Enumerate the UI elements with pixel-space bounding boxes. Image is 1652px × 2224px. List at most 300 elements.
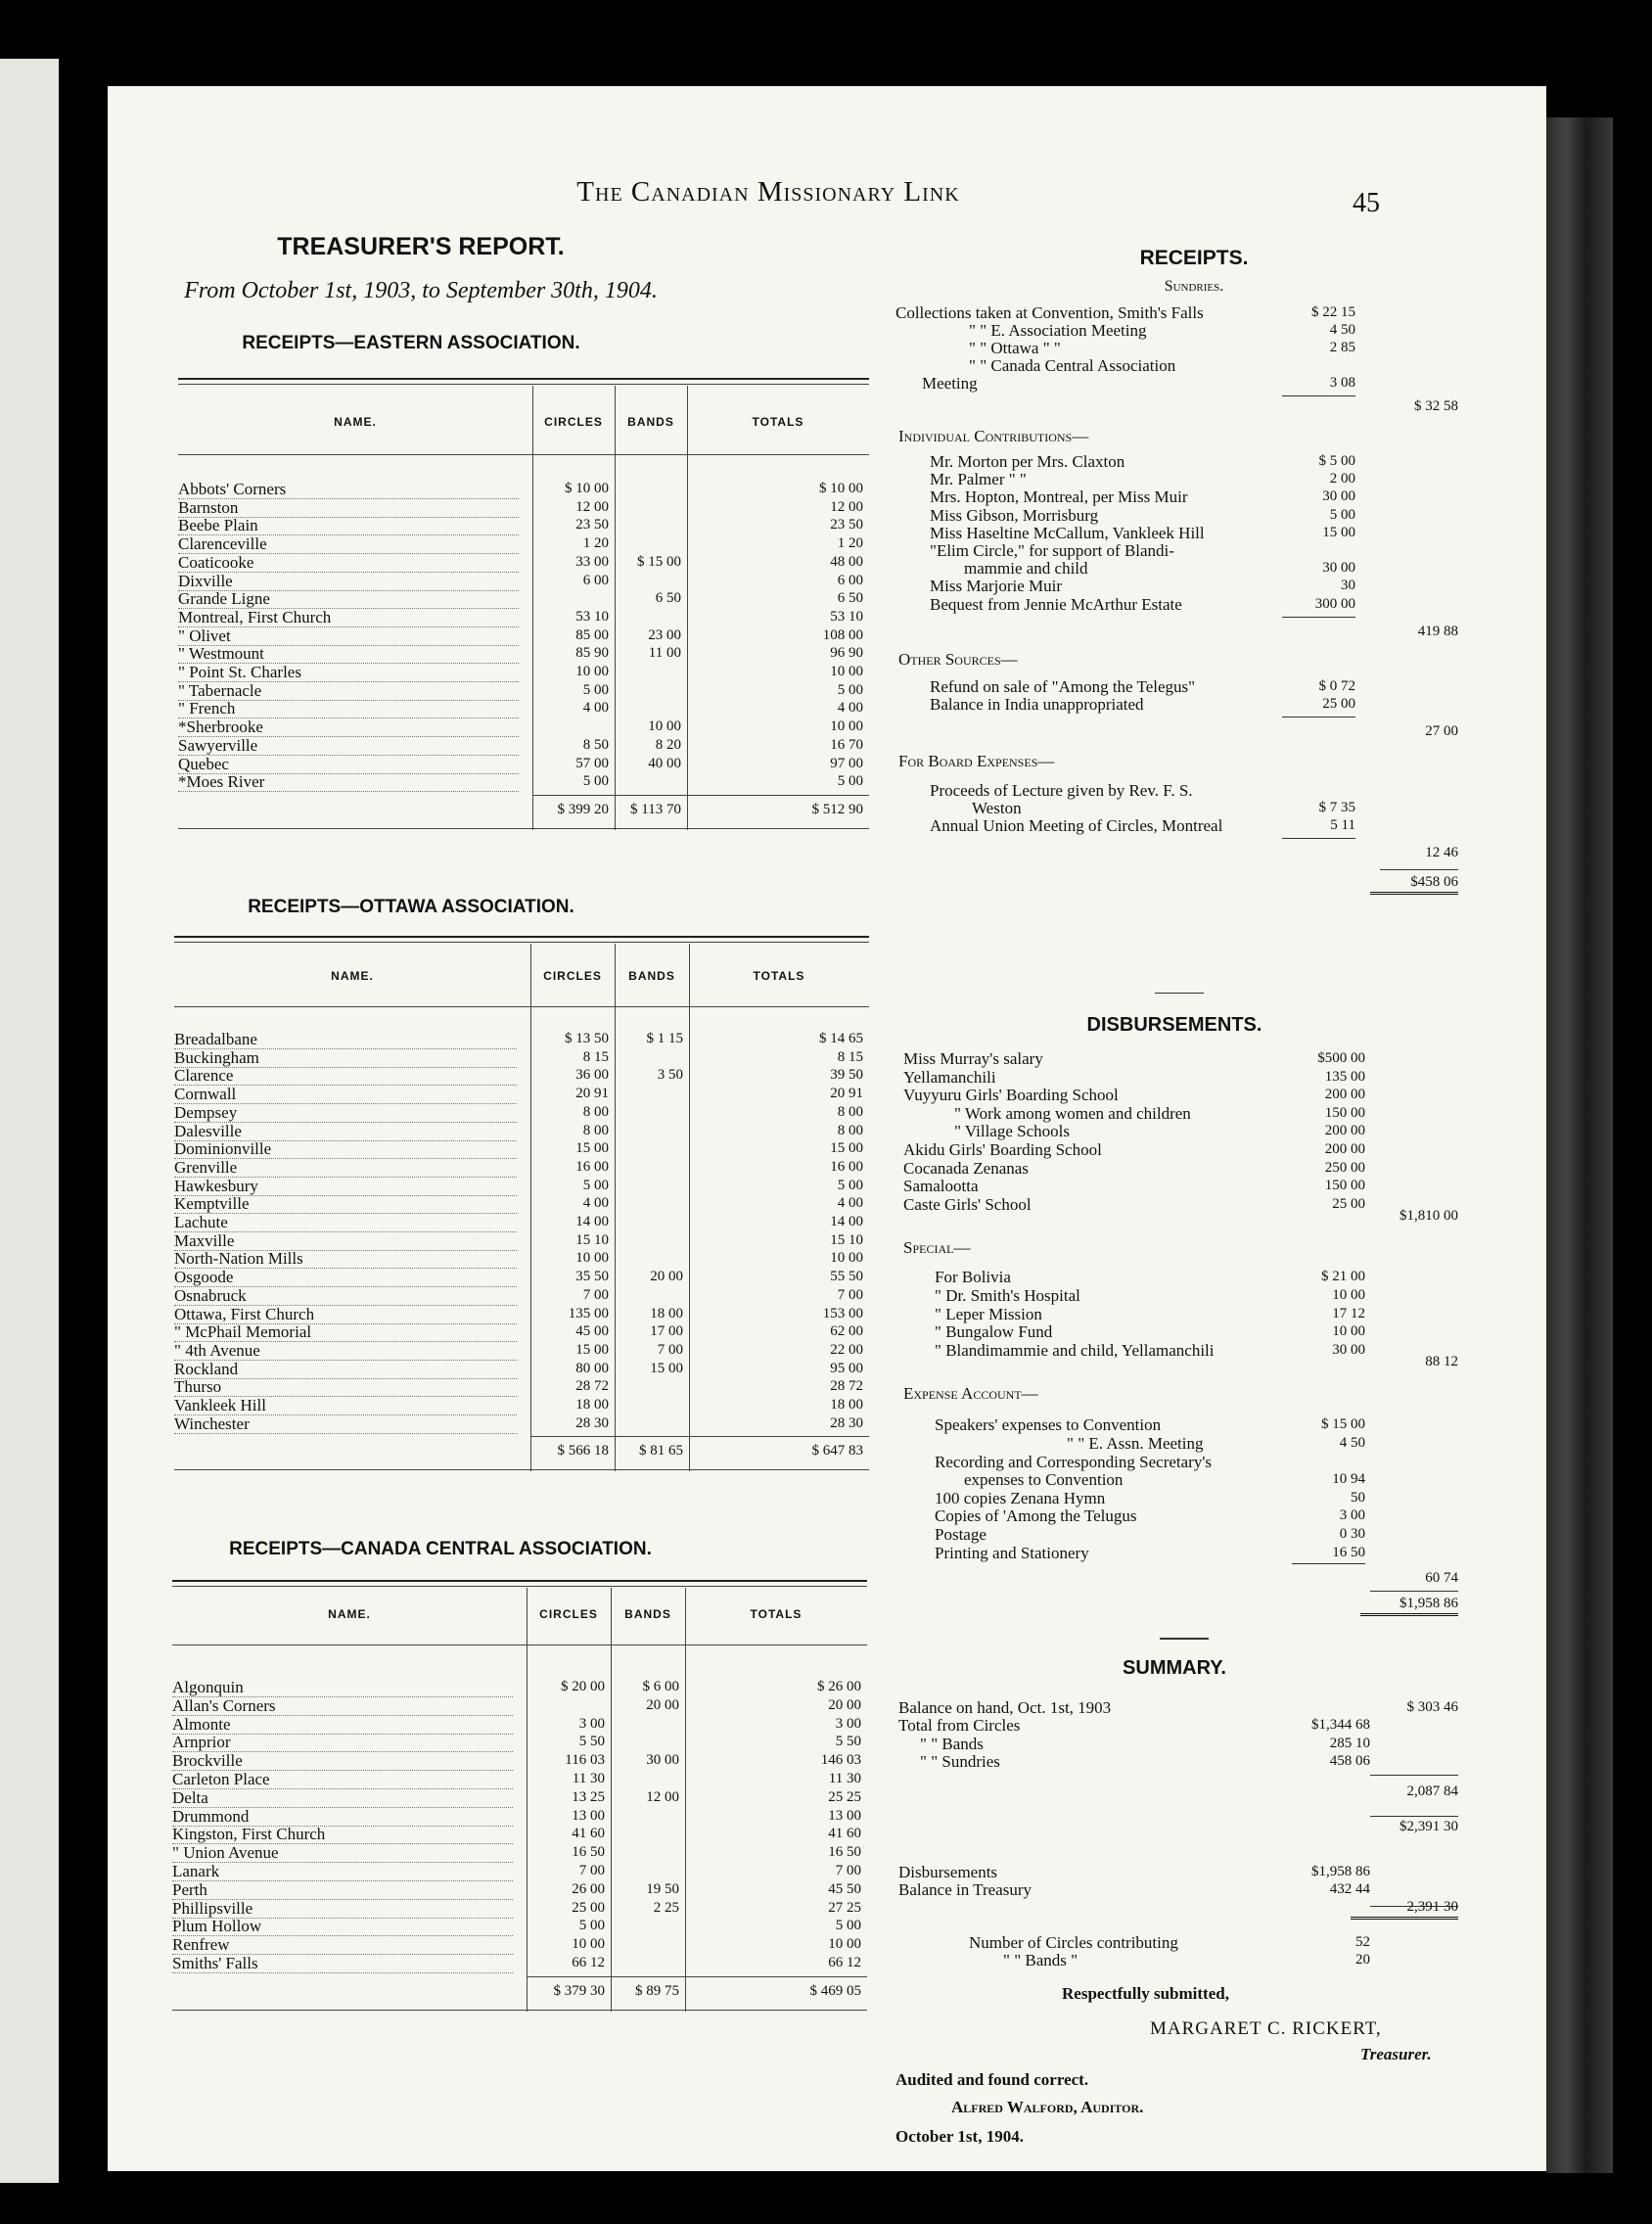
individual-line: "Elim Circle," for support of Blandi- bbox=[930, 541, 1174, 560]
row-circles: 13 25 bbox=[572, 1788, 605, 1805]
circles-contributing: Number of Circles contributing bbox=[969, 1932, 1178, 1952]
treasurer-name: MARGARET C. RICKERT, bbox=[1150, 2017, 1382, 2039]
receipts-title: RECEIPTS. bbox=[1139, 247, 1249, 269]
eastern-table bbox=[178, 378, 869, 950]
row-totals: 146 03 bbox=[820, 1752, 861, 1769]
row-circles: 26 00 bbox=[572, 1880, 605, 1897]
total-circles: $ 379 30 bbox=[553, 1982, 605, 1999]
table-row bbox=[174, 1030, 869, 1048]
row-circles: 1 20 bbox=[582, 535, 609, 552]
table-row bbox=[174, 1286, 869, 1305]
receipts-grand-total: $458 06 bbox=[1370, 873, 1458, 895]
central-table bbox=[172, 1580, 867, 2167]
table-row bbox=[172, 1825, 867, 1843]
table-row bbox=[174, 1085, 869, 1103]
row-totals: 5 00 bbox=[837, 773, 863, 790]
sundries-title: Sundries. bbox=[1164, 278, 1224, 295]
row-circles: 135 00 bbox=[568, 1305, 609, 1321]
table-row bbox=[178, 699, 869, 718]
row-name: " McPhail Memorial bbox=[174, 1322, 517, 1342]
row-circles: 13 00 bbox=[572, 1807, 605, 1824]
special-amount: 10 00 bbox=[1332, 1323, 1365, 1340]
row-name: Ottawa, First Church bbox=[174, 1305, 517, 1324]
table-row bbox=[178, 681, 869, 700]
row-totals: 11 30 bbox=[828, 1771, 861, 1786]
total-circles: $ 399 20 bbox=[557, 801, 609, 817]
row-bands: 8 20 bbox=[655, 736, 681, 753]
row-bands: 15 00 bbox=[650, 1360, 683, 1376]
table-top-rule bbox=[172, 1580, 867, 1582]
row-circles: 36 00 bbox=[575, 1067, 609, 1084]
table-row bbox=[174, 1322, 869, 1341]
row-circles: 7 00 bbox=[582, 1286, 609, 1303]
row-totals: 66 12 bbox=[828, 1955, 861, 1970]
row-name: Osnabruck bbox=[174, 1286, 517, 1306]
expense-amount: 3 00 bbox=[1339, 1507, 1365, 1524]
special-line: " Dr. Smith's Hospital bbox=[935, 1286, 1080, 1305]
row-bands: 18 00 bbox=[650, 1305, 683, 1321]
table-row bbox=[172, 1899, 867, 1918]
row-bands: $ 1 15 bbox=[646, 1031, 683, 1046]
board-line: Weston bbox=[972, 798, 1022, 817]
row-totals: 15 00 bbox=[830, 1140, 863, 1157]
auditor-name: Alfred Walford, Auditor. bbox=[951, 2097, 1144, 2116]
row-circles: 20 91 bbox=[575, 1086, 609, 1102]
row-circles: 8 50 bbox=[582, 736, 609, 753]
table-row bbox=[174, 1414, 869, 1433]
row-totals: 20 91 bbox=[830, 1086, 863, 1102]
row-name: Cornwall bbox=[174, 1085, 517, 1104]
header-totals: TOTALS bbox=[753, 969, 805, 983]
row-circles: 35 50 bbox=[575, 1269, 609, 1285]
table-row bbox=[174, 1158, 869, 1177]
table-row bbox=[174, 1177, 869, 1195]
row-circles: $ 10 00 bbox=[565, 481, 609, 496]
row-totals: 96 90 bbox=[830, 645, 863, 662]
sundry-amount: 4 50 bbox=[1329, 322, 1355, 338]
row-circles: 41 60 bbox=[572, 1826, 605, 1842]
individual-amount: 30 00 bbox=[1322, 560, 1355, 577]
other-rule bbox=[1282, 717, 1355, 718]
individual-line: Bequest from Jennie McArthur Estate bbox=[930, 594, 1182, 614]
row-name: Dempsey bbox=[174, 1103, 517, 1123]
row-bands: 2 25 bbox=[653, 1899, 679, 1916]
row-totals: 55 50 bbox=[830, 1269, 863, 1285]
disbursement-amount: 200 00 bbox=[1324, 1141, 1365, 1157]
table-row bbox=[172, 1770, 867, 1788]
row-totals: 3 00 bbox=[835, 1715, 861, 1732]
special-line: " Leper Mission bbox=[935, 1304, 1042, 1323]
row-name: " Olivet bbox=[178, 626, 519, 646]
summary-balance-amount: $ 303 46 bbox=[1406, 1699, 1458, 1716]
expense-amount: 50 bbox=[1351, 1489, 1365, 1506]
table-top-rule-2 bbox=[174, 942, 869, 943]
row-totals: 5 00 bbox=[837, 681, 863, 698]
circles-count: 52 bbox=[1355, 1933, 1370, 1950]
row-totals: $ 14 65 bbox=[819, 1031, 863, 1046]
other-total: 27 00 bbox=[1425, 722, 1458, 739]
row-name: Rockland bbox=[174, 1360, 517, 1379]
row-name: Lanark bbox=[172, 1862, 513, 1881]
table-row bbox=[174, 1139, 869, 1158]
expense-line: Recording and Corresponding Secretary's bbox=[935, 1452, 1213, 1471]
other-line: Refund on sale of "Among the Telegus" bbox=[930, 676, 1196, 696]
row-totals: 95 00 bbox=[830, 1360, 863, 1376]
row-totals: $ 26 00 bbox=[817, 1679, 861, 1694]
table-row bbox=[174, 1268, 869, 1286]
row-name: Plum Hollow bbox=[172, 1917, 513, 1936]
total-totals: $ 469 05 bbox=[809, 1982, 861, 1999]
expense-line: " " E. Assn. Meeting bbox=[1067, 1434, 1204, 1453]
row-circles: 28 72 bbox=[575, 1378, 609, 1395]
row-circles: 10 00 bbox=[572, 1936, 605, 1953]
row-totals: 45 50 bbox=[828, 1880, 861, 1897]
row-totals: 25 25 bbox=[828, 1788, 861, 1805]
eastern-title: RECEIPTS—EASTERN ASSOCIATION. bbox=[242, 333, 580, 353]
disbursement-line: Akidu Girls' Boarding School bbox=[903, 1140, 1102, 1159]
table-top-rule bbox=[178, 378, 869, 380]
disbursement-amount: 200 00 bbox=[1324, 1123, 1365, 1139]
row-totals: 6 50 bbox=[837, 590, 863, 607]
header-name: NAME. bbox=[334, 415, 377, 429]
disb-grand-rule bbox=[1370, 1591, 1458, 1592]
row-circles: 85 90 bbox=[575, 645, 609, 662]
respectfully-submitted: Respectfully submitted, bbox=[1062, 1983, 1229, 2003]
disbursement-line: Samalootta bbox=[903, 1177, 979, 1196]
other-amount: 25 00 bbox=[1322, 695, 1355, 712]
row-circles: 4 00 bbox=[582, 700, 609, 717]
disbursement-line: " Village Schools bbox=[954, 1122, 1070, 1141]
sundry-line: Collections taken at Convention, Smith's Falls bbox=[895, 303, 1204, 322]
row-circles: 4 00 bbox=[582, 1195, 609, 1212]
disbursement-amount: 25 00 bbox=[1332, 1195, 1365, 1212]
right-column bbox=[793, 86, 1507, 2171]
row-circles: 25 00 bbox=[572, 1899, 605, 1916]
table-row bbox=[172, 1880, 867, 1899]
row-circles: 66 12 bbox=[572, 1955, 605, 1970]
row-circles: 11 30 bbox=[572, 1771, 605, 1786]
table-row bbox=[174, 1213, 869, 1231]
row-bands: 19 50 bbox=[646, 1880, 679, 1897]
special-amount: $ 21 00 bbox=[1321, 1269, 1365, 1285]
row-totals: 62 00 bbox=[830, 1323, 863, 1340]
row-circles: 15 00 bbox=[575, 1140, 609, 1157]
row-name: Kemptville bbox=[174, 1194, 517, 1214]
row-circles: 28 30 bbox=[575, 1414, 609, 1431]
row-totals: 12 00 bbox=[830, 498, 863, 515]
table-bottom-rule bbox=[174, 1469, 869, 1470]
table-row bbox=[178, 736, 869, 755]
disbursement-line: Miss Murray's salary bbox=[903, 1049, 1043, 1068]
totals-row bbox=[172, 1982, 867, 2001]
row-bands: 20 00 bbox=[646, 1696, 679, 1713]
row-name: Renfrew bbox=[172, 1935, 513, 1955]
row-circles: 3 00 bbox=[578, 1715, 605, 1732]
table-row bbox=[178, 772, 869, 791]
total-totals: $ 512 90 bbox=[811, 801, 863, 817]
expense-total: 60 74 bbox=[1425, 1570, 1458, 1587]
table-row bbox=[172, 1862, 867, 1880]
row-totals: 108 00 bbox=[822, 626, 863, 643]
individual-line: Miss Gibson, Morrisburg bbox=[930, 505, 1099, 525]
row-name: North-Nation Mills bbox=[174, 1249, 517, 1269]
row-circles: 5 00 bbox=[582, 1177, 609, 1193]
summary-final-total: 2,391 30 bbox=[1351, 1898, 1458, 1920]
row-totals: 7 00 bbox=[835, 1863, 861, 1878]
table-row bbox=[174, 1249, 869, 1268]
row-name: Quebec bbox=[178, 755, 519, 774]
table-row bbox=[174, 1305, 869, 1323]
row-name: Algonquin bbox=[172, 1678, 513, 1697]
total-bands: $ 113 70 bbox=[630, 801, 681, 817]
special-amount: 10 00 bbox=[1332, 1287, 1365, 1303]
table-row bbox=[174, 1122, 869, 1140]
row-name: Abbots' Corners bbox=[178, 480, 519, 499]
board-line: Annual Union Meeting of Circles, Montreal bbox=[930, 815, 1223, 835]
row-circles: 45 00 bbox=[575, 1323, 609, 1340]
row-name: Montreal, First Church bbox=[178, 608, 519, 627]
sundry-line: " " E. Association Meeting bbox=[969, 321, 1147, 340]
row-name: Clarenceville bbox=[178, 534, 519, 554]
special-line: " Blandimammie and child, Yellamanchili bbox=[935, 1340, 1215, 1360]
table-row bbox=[178, 718, 869, 736]
row-totals: 10 00 bbox=[830, 1250, 863, 1267]
disbursement-line: Caste Girls' School bbox=[903, 1194, 1032, 1214]
row-bands: 17 00 bbox=[650, 1323, 683, 1340]
row-name: " French bbox=[178, 699, 519, 718]
board-title: For Board Expenses— bbox=[898, 751, 1055, 770]
individual-amount: 30 bbox=[1341, 578, 1355, 594]
row-totals: 18 00 bbox=[830, 1397, 863, 1413]
row-circles: 12 00 bbox=[575, 498, 609, 515]
row-name: Maxville bbox=[174, 1231, 517, 1251]
row-name: Sawyerville bbox=[178, 736, 519, 756]
header-bands: BANDS bbox=[627, 415, 674, 429]
sundry-amount: 2 85 bbox=[1329, 340, 1355, 355]
row-totals: 28 30 bbox=[830, 1414, 863, 1431]
row-bands: 12 00 bbox=[646, 1788, 679, 1805]
disbursement-amount: 150 00 bbox=[1324, 1178, 1365, 1194]
header-name: NAME. bbox=[331, 969, 374, 983]
table-row bbox=[174, 1194, 869, 1213]
table-row bbox=[172, 1788, 867, 1807]
row-circles: 8 00 bbox=[582, 1122, 609, 1138]
individual-amount: 300 00 bbox=[1314, 595, 1355, 612]
total-totals: $ 647 83 bbox=[811, 1443, 863, 1460]
total-circles: $ 566 18 bbox=[557, 1443, 609, 1460]
expense-line: Copies of 'Among the Telugus bbox=[935, 1506, 1137, 1526]
other-line: Balance in India unappropriated bbox=[930, 694, 1144, 714]
row-circles: 10 00 bbox=[575, 664, 609, 679]
table-row bbox=[172, 1678, 867, 1696]
row-circles: 6 00 bbox=[582, 572, 609, 588]
row-bands: 11 00 bbox=[648, 645, 681, 662]
summary-divider bbox=[1160, 1638, 1209, 1640]
summary-disbursements-amount: $1,958 86 bbox=[1311, 1863, 1370, 1879]
row-totals: 4 00 bbox=[837, 1195, 863, 1212]
special-amount: 30 00 bbox=[1332, 1341, 1365, 1358]
row-name: *Sherbrooke bbox=[178, 718, 519, 737]
expense-amount: 4 50 bbox=[1339, 1435, 1365, 1451]
row-name: Dixville bbox=[178, 572, 519, 591]
row-totals: 48 00 bbox=[830, 553, 863, 570]
row-bands: 6 50 bbox=[655, 590, 681, 607]
section-divider bbox=[1155, 993, 1204, 994]
table-top-rule bbox=[174, 936, 869, 938]
row-totals: 16 50 bbox=[828, 1844, 861, 1861]
individual-amount: 5 00 bbox=[1329, 506, 1355, 523]
row-name: " Point St. Charles bbox=[178, 663, 519, 682]
central-title: RECEIPTS—CANADA CENTRAL ASSOCIATION. bbox=[229, 1539, 652, 1559]
row-circles: 14 00 bbox=[575, 1214, 609, 1229]
row-bands: $ 15 00 bbox=[637, 553, 681, 570]
disbursement-line: Vuyyuru Girls' Boarding School bbox=[903, 1086, 1119, 1105]
disbursement-line: Cocanada Zenanas bbox=[903, 1158, 1029, 1178]
row-totals: 41 60 bbox=[828, 1826, 861, 1842]
header-totals: TOTALS bbox=[752, 415, 804, 429]
report-period: From October 1st, 1903, to September 30th, 1904. bbox=[184, 278, 658, 303]
row-totals: 8 00 bbox=[837, 1103, 863, 1120]
disbursement-amount: $500 00 bbox=[1317, 1050, 1365, 1066]
row-name: Beebe Plain bbox=[178, 516, 519, 535]
table-row bbox=[178, 608, 869, 626]
table-top-rule-2 bbox=[178, 384, 869, 385]
expense-line: Printing and Stationery bbox=[935, 1543, 1089, 1562]
row-name: Coaticooke bbox=[178, 553, 519, 573]
board-line: Proceeds of Lecture given by Rev. F. S. bbox=[930, 780, 1193, 800]
row-totals: 15 10 bbox=[830, 1231, 863, 1248]
row-name: Thurso bbox=[174, 1377, 517, 1397]
table-row bbox=[172, 1696, 867, 1715]
row-bands: 10 00 bbox=[648, 718, 681, 735]
table-row bbox=[174, 1066, 869, 1085]
ottawa-table bbox=[174, 936, 869, 1601]
row-circles: $ 20 00 bbox=[561, 1679, 605, 1694]
row-name: Vankleek Hill bbox=[174, 1396, 517, 1415]
row-bands: 20 00 bbox=[650, 1269, 683, 1285]
row-bands: 3 50 bbox=[657, 1067, 683, 1084]
header-rule bbox=[174, 1006, 869, 1007]
row-circles: 8 00 bbox=[582, 1103, 609, 1120]
table-row bbox=[178, 626, 869, 645]
special-line: For Bolivia bbox=[935, 1268, 1011, 1287]
summary-line-amount: 458 06 bbox=[1329, 1753, 1370, 1770]
expense-amount: 10 94 bbox=[1332, 1471, 1365, 1488]
table-row bbox=[174, 1341, 869, 1360]
table-row bbox=[172, 1715, 867, 1734]
row-totals: 16 00 bbox=[830, 1158, 863, 1175]
summary-line: " " Sundries bbox=[920, 1752, 1000, 1772]
row-name: Arnprior bbox=[172, 1733, 513, 1752]
table-row bbox=[174, 1360, 869, 1378]
summary-balance-treasury: Balance in Treasury bbox=[898, 1879, 1032, 1899]
row-totals: 10 00 bbox=[828, 1936, 861, 1953]
row-name: Brockville bbox=[172, 1751, 513, 1771]
individual-line: Miss Haseltine McCallum, Vankleek Hill bbox=[930, 523, 1205, 542]
row-name: " Tabernacle bbox=[178, 681, 519, 701]
summary-line-amount: 285 10 bbox=[1329, 1735, 1370, 1751]
bands-contributing: " " Bands " bbox=[1003, 1950, 1078, 1969]
summary-line: " " Bands bbox=[920, 1734, 984, 1753]
running-head: The Canadian Missionary Link bbox=[576, 176, 960, 208]
individual-rule bbox=[1282, 617, 1355, 618]
row-totals: 28 72 bbox=[830, 1378, 863, 1395]
disbursement-amount: 250 00 bbox=[1324, 1159, 1365, 1176]
row-name: Almonte bbox=[172, 1715, 513, 1735]
summary-disbursements: Disbursements bbox=[898, 1862, 998, 1881]
individual-amount: 2 00 bbox=[1329, 471, 1355, 487]
table-row bbox=[178, 516, 869, 534]
sundries-total: $ 32 58 bbox=[1414, 398, 1458, 414]
row-circles: 8 15 bbox=[582, 1048, 609, 1065]
row-totals: 20 00 bbox=[828, 1696, 861, 1713]
individual-line: Mr. Palmer " " bbox=[930, 470, 1027, 489]
table-row bbox=[172, 1733, 867, 1751]
row-totals: 39 50 bbox=[830, 1067, 863, 1084]
disbursement-line: Yellamanchili bbox=[903, 1067, 996, 1087]
row-name: Osgoode bbox=[174, 1268, 517, 1287]
table-row bbox=[174, 1377, 869, 1396]
row-name: Allan's Corners bbox=[172, 1696, 513, 1716]
row-name: Carleton Place bbox=[172, 1770, 513, 1789]
board-amount: $ 7 35 bbox=[1318, 799, 1355, 815]
row-name: Clarence bbox=[174, 1066, 517, 1086]
report-title: TREASURER'S REPORT. bbox=[277, 233, 565, 260]
row-totals: 153 00 bbox=[822, 1305, 863, 1321]
row-totals: 13 00 bbox=[828, 1807, 861, 1824]
row-name: Kingston, First Church bbox=[172, 1825, 513, 1844]
row-name: Lachute bbox=[174, 1213, 517, 1232]
ottawa-title: RECEIPTS—OTTAWA ASSOCIATION. bbox=[248, 897, 574, 917]
summary-line: Total from Circles bbox=[898, 1716, 1021, 1736]
row-name: Dalesville bbox=[174, 1122, 517, 1141]
row-name: Grande Ligne bbox=[178, 589, 519, 609]
row-name: " Westmount bbox=[178, 644, 519, 664]
board-amount: 5 11 bbox=[1330, 816, 1355, 833]
row-name: " 4th Avenue bbox=[174, 1341, 517, 1361]
row-name: *Moes River bbox=[178, 772, 519, 792]
disbursement-amount: 150 00 bbox=[1324, 1104, 1365, 1121]
row-circles: 53 10 bbox=[575, 608, 609, 625]
table-row bbox=[174, 1103, 869, 1122]
table-row bbox=[174, 1231, 869, 1250]
summary-subtotal-rule bbox=[1370, 1816, 1458, 1817]
row-totals: 8 00 bbox=[837, 1122, 863, 1138]
row-name: Delta bbox=[172, 1788, 513, 1808]
row-bands: 40 00 bbox=[648, 755, 681, 771]
row-name: Phillipsville bbox=[172, 1899, 513, 1919]
row-circles: 116 03 bbox=[565, 1752, 605, 1769]
table-row bbox=[178, 663, 869, 681]
row-name: Buckingham bbox=[174, 1048, 517, 1068]
expense-line: Postage bbox=[935, 1525, 987, 1544]
table-top-rule-2 bbox=[172, 1586, 867, 1587]
row-totals: 5 00 bbox=[837, 1177, 863, 1193]
individual-amount: $ 5 00 bbox=[1318, 453, 1355, 469]
row-totals: 14 00 bbox=[830, 1214, 863, 1229]
treasurer-title: Treasurer. bbox=[1360, 2044, 1432, 2063]
special-title: Special— bbox=[903, 1238, 971, 1258]
table-row bbox=[172, 1917, 867, 1935]
individual-amount: 15 00 bbox=[1322, 524, 1355, 540]
disbursement-line: " Work among women and children bbox=[954, 1103, 1191, 1123]
header-circles: CIRCLES bbox=[539, 1607, 598, 1621]
row-name: Barnston bbox=[178, 498, 519, 518]
expense-line: expenses to Convention bbox=[964, 1470, 1124, 1490]
row-circles: 15 00 bbox=[575, 1341, 609, 1358]
row-totals: 5 00 bbox=[835, 1918, 861, 1934]
row-circles: 10 00 bbox=[575, 1250, 609, 1267]
